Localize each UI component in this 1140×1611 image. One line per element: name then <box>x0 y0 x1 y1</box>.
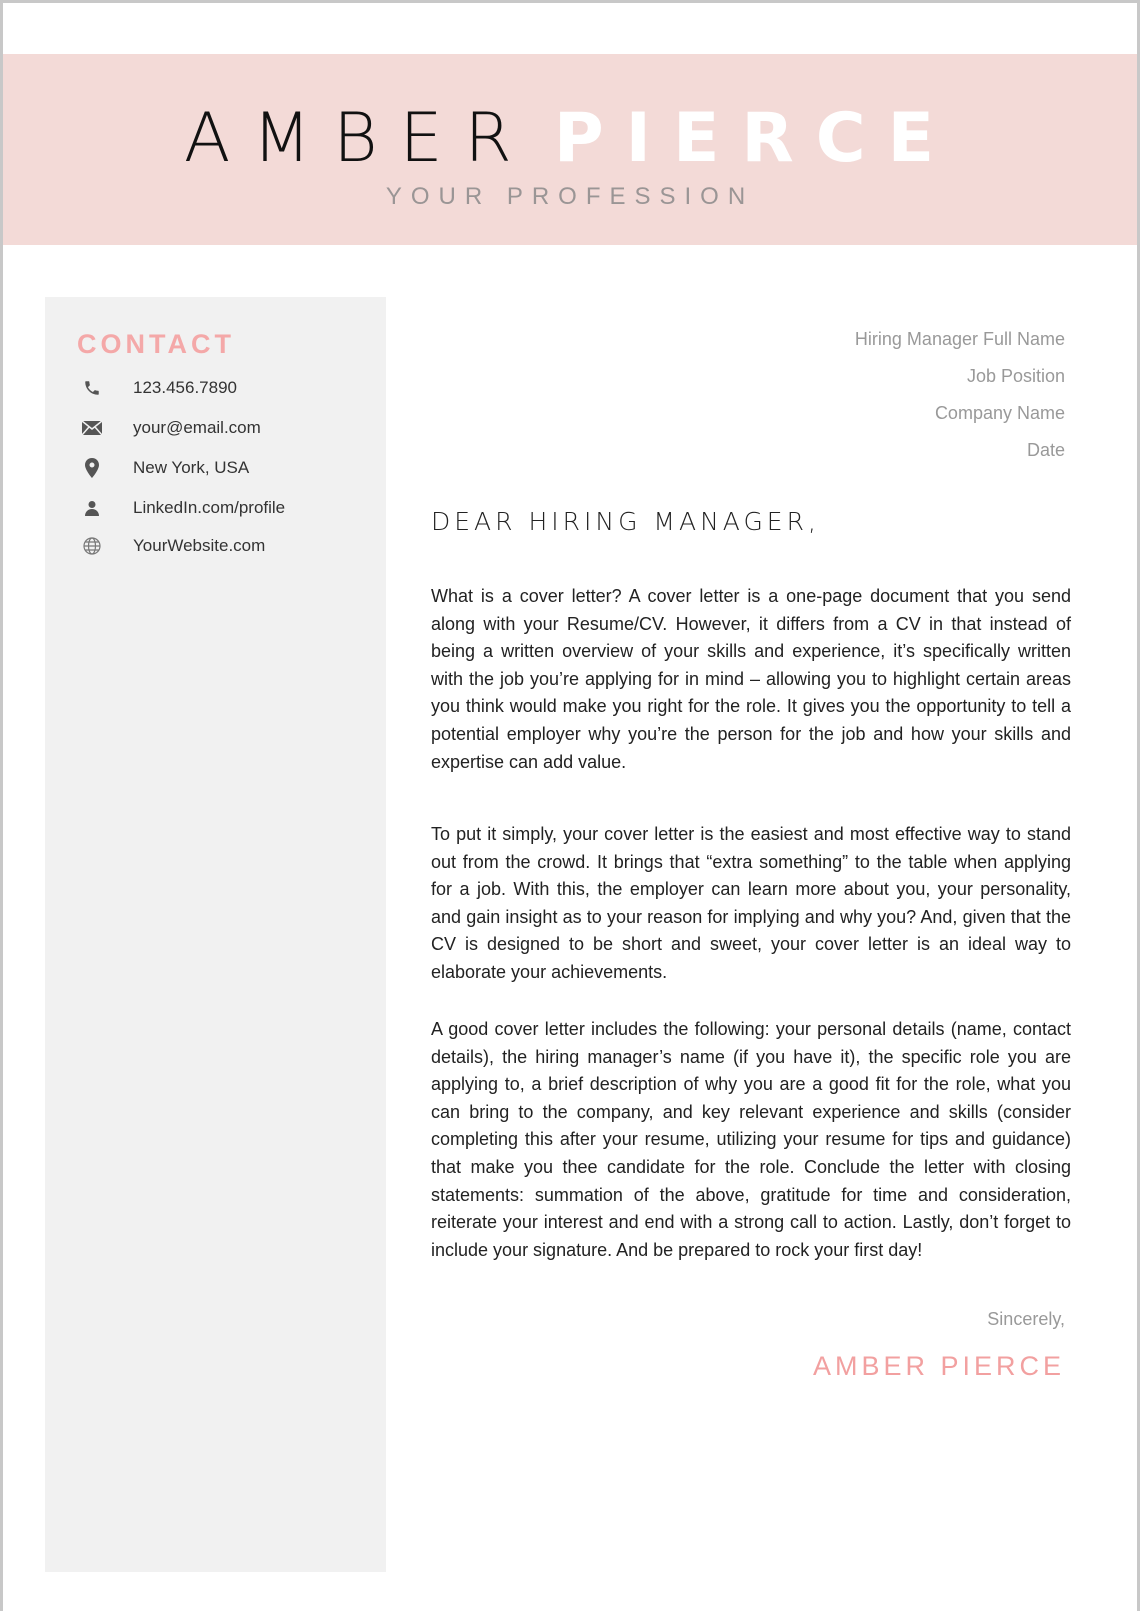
contact-location <box>81 457 249 479</box>
contact-email <box>81 417 261 439</box>
letter-date: Date <box>1026 440 1065 460</box>
contact-text: 123.456.7890 <box>133 378 237 397</box>
contact-heading: CONTACT <box>77 329 235 359</box>
contact-text: LinkedIn.com/profile <box>133 498 286 517</box>
body-paragraph: What is a cover letter? A cover letter is a one-page document that you send along with your Resume/CV. However, it differs from a CV in that instead of being a written overview of your skills and experience, it’s specifically written with the job you’re applying for in mind – allowing you to highlight certain areas you think would make you right for the role. It gives you the opportunity to tell a potential employer why you’re the person for the job and how your skills and expertise can add value. <box>431 586 1071 772</box>
location-icon <box>81 457 103 479</box>
first-name: AMBER <box>183 99 534 178</box>
linkedin-icon <box>81 497 103 519</box>
body-paragraph: A good cover letter includes the following: your personal details (name, contact details), the hiring manager’s name (if you have it), the specific role you are applying to, a brief description of why you are a good fit for the role, what you can bring to the company, and key relevant experience and skills (consider completing this after your resume, utilizing your resume for tips and guidance) that make you thee candidate for the role. Conclude the letter with closing statements: summation of the above, gratitude for time and consideration, reiterate your interest and end with a strong call to action. Lastly, don’t forget to include your signature. And be prepared to rock your first day! <box>431 1019 1071 1260</box>
contact-linkedin <box>81 497 285 519</box>
contact-website <box>81 535 265 557</box>
phone-icon <box>81 377 103 399</box>
profession: YOUR PROFESSION <box>385 183 755 210</box>
last-name: PIERCE <box>553 99 957 178</box>
contact-sidebar <box>45 297 386 1572</box>
contact-text: New York, USA <box>133 458 250 477</box>
signature-name: AMBER PIERCE <box>812 1351 1065 1381</box>
closing: Sincerely, <box>987 1309 1065 1329</box>
recipient-block <box>855 321 1065 469</box>
email-icon <box>81 417 103 439</box>
contact-text: your@email.com <box>133 418 261 437</box>
body-paragraph: To put it simply, your cover letter is the easiest and most effective way to stand out from the crowd. It brings that “extra something” to the table when applying for a job. With this, the employer can learn more about you, your personality, and gain insight as to your reason for implying and why you? And, given that the CV is designed to be short and sweet, your cover letter is an ideal way to elaborate your achievements. <box>431 824 1071 982</box>
salutation: DEAR HIRING MANAGER, <box>431 507 820 536</box>
recipient-company: Company Name <box>934 403 1065 423</box>
contact-phone <box>81 377 237 399</box>
contact-text: YourWebsite.com <box>133 536 266 555</box>
globe-icon <box>81 535 103 557</box>
applicant-name <box>3 99 1137 178</box>
recipient-position: Job Position <box>966 366 1065 386</box>
recipient-name: Hiring Manager Full Name <box>854 329 1065 349</box>
